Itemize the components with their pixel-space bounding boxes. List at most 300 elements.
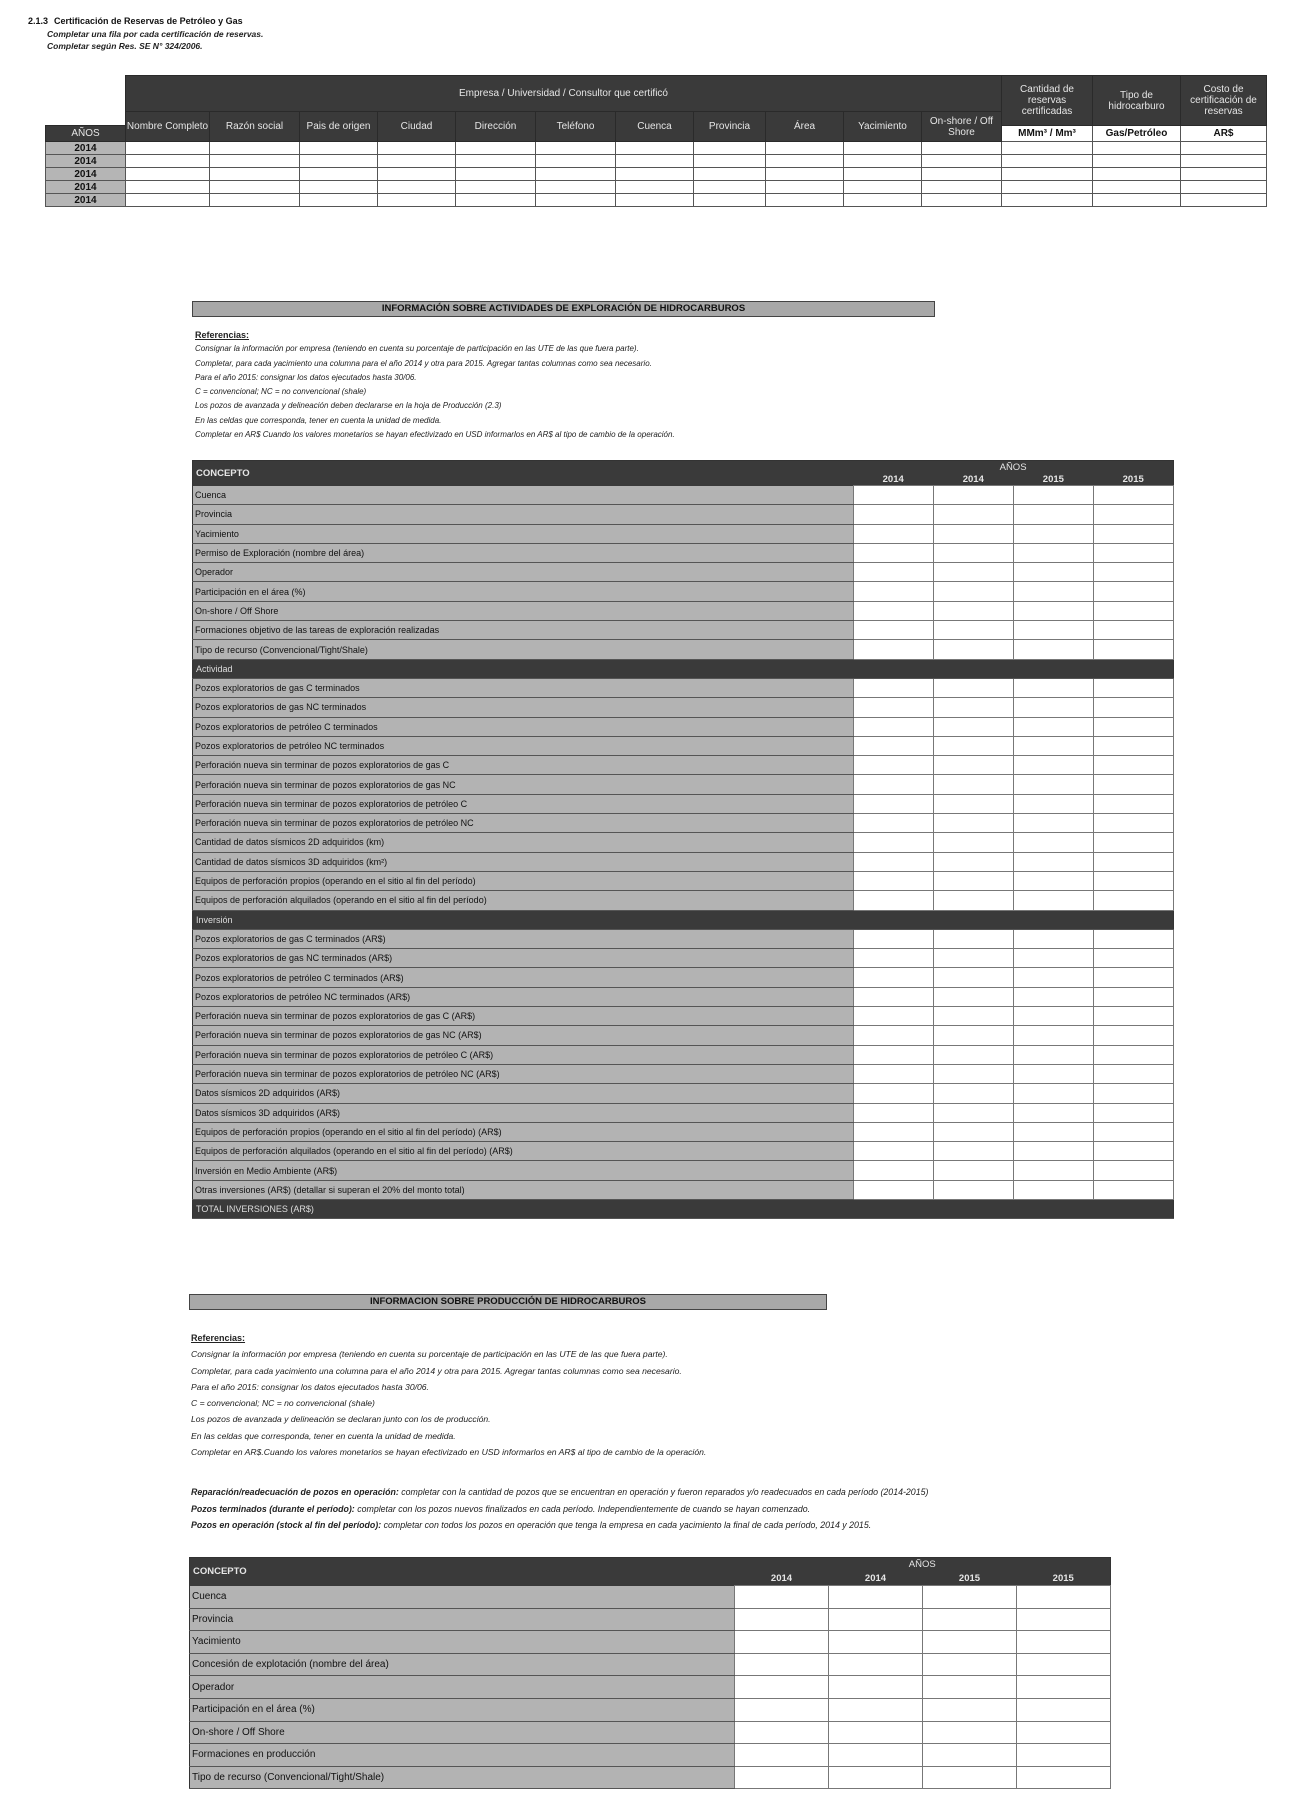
- input-cell[interactable]: [536, 168, 616, 181]
- input-cell[interactable]: [853, 543, 933, 562]
- input-cell[interactable]: [1013, 1161, 1093, 1180]
- input-cell[interactable]: [1013, 486, 1093, 505]
- input-cell[interactable]: [1093, 678, 1173, 697]
- input-cell[interactable]: [1013, 601, 1093, 620]
- input-cell[interactable]: [853, 871, 933, 890]
- input-cell[interactable]: [1013, 524, 1093, 543]
- references-title: Referencias:: [191, 1333, 246, 1343]
- input-cell[interactable]: [853, 582, 933, 601]
- concept-label: Cantidad de datos sísmicos 2D adquiridos (km): [193, 833, 854, 852]
- input-cell[interactable]: [456, 194, 536, 207]
- input-cell[interactable]: [1013, 717, 1093, 736]
- input-cell[interactable]: [829, 1608, 923, 1631]
- input-cell[interactable]: [378, 181, 456, 194]
- input-cell[interactable]: [1093, 871, 1173, 890]
- input-cell[interactable]: [933, 929, 1013, 948]
- input-cell[interactable]: [1013, 852, 1093, 871]
- input-cell[interactable]: [1093, 168, 1181, 181]
- input-cell[interactable]: [1093, 601, 1173, 620]
- input-cell[interactable]: [378, 155, 456, 168]
- input-cell[interactable]: [933, 833, 1013, 852]
- input-cell[interactable]: [853, 1180, 933, 1199]
- input-cell[interactable]: [933, 524, 1013, 543]
- input-cell[interactable]: [853, 1026, 933, 1045]
- input-cell[interactable]: [694, 142, 766, 155]
- input-cell[interactable]: [1013, 756, 1093, 775]
- section-row: [193, 1199, 1174, 1218]
- input-cell[interactable]: [1013, 775, 1093, 794]
- input-cell[interactable]: [1093, 1007, 1173, 1026]
- input-cell[interactable]: [853, 1161, 933, 1180]
- input-cell[interactable]: [1093, 698, 1173, 717]
- input-cell[interactable]: [853, 524, 933, 543]
- input-cell[interactable]: [1013, 987, 1093, 1006]
- input-cell[interactable]: [1093, 756, 1173, 775]
- input-cell[interactable]: [829, 1653, 923, 1676]
- input-cell[interactable]: [829, 1631, 923, 1654]
- year-header: 2014: [829, 1572, 923, 1586]
- concept-label: Permiso de Exploración (nombre del área): [193, 543, 854, 562]
- input-cell[interactable]: [1093, 640, 1173, 659]
- input-cell[interactable]: [616, 194, 694, 207]
- year-header: 2015: [1017, 1572, 1111, 1586]
- input-cell[interactable]: [933, 505, 1013, 524]
- input-cell[interactable]: [829, 1721, 923, 1744]
- input-cell[interactable]: [210, 194, 300, 207]
- concept-label: Perforación nueva sin terminar de pozos exploratorios de petróleo C (AR$): [193, 1045, 854, 1064]
- input-cell[interactable]: [1013, 794, 1093, 813]
- input-cell[interactable]: [766, 194, 844, 207]
- input-cell[interactable]: [210, 181, 300, 194]
- input-cell[interactable]: [933, 717, 1013, 736]
- input-cell[interactable]: [766, 142, 844, 155]
- input-cell[interactable]: [1093, 1064, 1173, 1083]
- input-cell[interactable]: [735, 1586, 829, 1609]
- input-cell[interactable]: [933, 698, 1013, 717]
- input-cell[interactable]: [853, 1142, 933, 1161]
- input-cell[interactable]: [1093, 524, 1173, 543]
- input-cell[interactable]: [853, 756, 933, 775]
- input-cell[interactable]: [933, 736, 1013, 755]
- input-cell[interactable]: [922, 155, 1002, 168]
- input-cell[interactable]: [853, 505, 933, 524]
- input-cell[interactable]: [694, 155, 766, 168]
- input-cell[interactable]: [1013, 621, 1093, 640]
- input-cell[interactable]: [210, 155, 300, 168]
- input-cell[interactable]: [1017, 1586, 1111, 1609]
- input-cell[interactable]: [853, 775, 933, 794]
- input-cell[interactable]: [1013, 1026, 1093, 1045]
- input-cell[interactable]: [735, 1676, 829, 1699]
- input-cell[interactable]: [300, 155, 378, 168]
- input-cell[interactable]: [300, 142, 378, 155]
- input-cell[interactable]: [1013, 543, 1093, 562]
- input-cell[interactable]: [694, 168, 766, 181]
- input-cell[interactable]: [829, 1586, 923, 1609]
- table-row: [46, 142, 1267, 155]
- input-cell[interactable]: [923, 1653, 1017, 1676]
- input-cell[interactable]: [1013, 678, 1093, 697]
- column-header: On-shore / Off Shore: [922, 112, 1002, 142]
- year-header: 2015: [1093, 474, 1173, 486]
- input-cell[interactable]: [853, 987, 933, 1006]
- input-cell[interactable]: [1013, 949, 1093, 968]
- input-cell[interactable]: [1013, 833, 1093, 852]
- input-cell[interactable]: [766, 155, 844, 168]
- reference-line: Completar, para cada yacimiento una columna para el año 2014 y otra para 2015. Agregar tantas columnas como sea necesario.: [191, 1365, 682, 1376]
- input-cell[interactable]: [1093, 775, 1173, 794]
- input-cell[interactable]: [923, 1744, 1017, 1767]
- input-cell[interactable]: [853, 1122, 933, 1141]
- section-fill: [933, 910, 1013, 929]
- input-cell[interactable]: [933, 582, 1013, 601]
- input-cell[interactable]: [1017, 1676, 1111, 1699]
- input-cell[interactable]: [1013, 891, 1093, 910]
- input-cell[interactable]: [1093, 1084, 1173, 1103]
- input-cell[interactable]: [853, 1045, 933, 1064]
- input-cell[interactable]: [1093, 1122, 1173, 1141]
- input-cell[interactable]: [1181, 168, 1267, 181]
- input-cell[interactable]: [1017, 1631, 1111, 1654]
- input-cell[interactable]: [1017, 1653, 1111, 1676]
- input-cell[interactable]: [210, 142, 300, 155]
- input-cell[interactable]: [844, 194, 922, 207]
- input-cell[interactable]: [829, 1744, 923, 1767]
- input-cell[interactable]: [1013, 582, 1093, 601]
- input-cell[interactable]: [1002, 181, 1093, 194]
- input-cell[interactable]: [1093, 505, 1173, 524]
- input-cell[interactable]: [1002, 168, 1093, 181]
- concept-label: Cantidad de datos sísmicos 3D adquiridos (km²): [193, 852, 854, 871]
- input-cell[interactable]: [829, 1766, 923, 1789]
- input-cell[interactable]: [844, 181, 922, 194]
- input-cell[interactable]: [210, 168, 300, 181]
- concept-label: Pozos exploratorios de petróleo NC terminados (AR$): [193, 987, 854, 1006]
- input-cell[interactable]: [1093, 814, 1173, 833]
- input-cell[interactable]: [1013, 1084, 1093, 1103]
- table-row: [193, 524, 1174, 543]
- section-label: Actividad: [193, 659, 854, 678]
- input-cell[interactable]: [922, 142, 1002, 155]
- input-cell[interactable]: [694, 181, 766, 194]
- concept-label: Pozos exploratorios de gas NC terminados: [193, 698, 854, 717]
- input-cell[interactable]: [126, 168, 210, 181]
- column-header: Razón social: [210, 112, 300, 142]
- input-cell[interactable]: [378, 168, 456, 181]
- concept-label: Perforación nueva sin terminar de pozos exploratorios de gas NC (AR$): [193, 1026, 854, 1045]
- input-cell[interactable]: [853, 601, 933, 620]
- table-row: [190, 1676, 1111, 1699]
- input-cell[interactable]: [378, 194, 456, 207]
- input-cell[interactable]: [853, 736, 933, 755]
- table-row: [193, 852, 1174, 871]
- input-cell[interactable]: [1013, 1007, 1093, 1026]
- input-cell[interactable]: [923, 1586, 1017, 1609]
- input-cell[interactable]: [933, 1026, 1013, 1045]
- input-cell[interactable]: [1181, 181, 1267, 194]
- input-cell[interactable]: [126, 155, 210, 168]
- input-cell[interactable]: [616, 155, 694, 168]
- input-cell[interactable]: [766, 168, 844, 181]
- input-cell[interactable]: [853, 814, 933, 833]
- input-cell[interactable]: [1093, 194, 1181, 207]
- input-cell[interactable]: [1013, 1180, 1093, 1199]
- table-row: [193, 1180, 1174, 1199]
- concept-label: Pozos exploratorios de gas C terminados (AR$): [193, 929, 854, 948]
- input-cell[interactable]: [1013, 814, 1093, 833]
- input-cell[interactable]: [1013, 1045, 1093, 1064]
- definition-text: completar con la cantidad de pozos que se encuentran en operación y fueron reparados y/o readecuados en cada período (2014-2015): [401, 1487, 929, 1497]
- input-cell[interactable]: [694, 194, 766, 207]
- input-cell[interactable]: [853, 833, 933, 852]
- input-cell[interactable]: [1181, 142, 1267, 155]
- table-row: [193, 678, 1174, 697]
- concept-label: Perforación nueva sin terminar de pozos exploratorios de petróleo C: [193, 794, 854, 813]
- input-cell[interactable]: [1013, 563, 1093, 582]
- input-cell[interactable]: [933, 1142, 1013, 1161]
- input-cell[interactable]: [735, 1631, 829, 1654]
- input-cell[interactable]: [933, 891, 1013, 910]
- concept-label: Perforación nueva sin terminar de pozos exploratorios de gas NC: [193, 775, 854, 794]
- table-row: [193, 717, 1174, 736]
- input-cell[interactable]: [1002, 155, 1093, 168]
- concept-label: Perforación nueva sin terminar de pozos exploratorios de gas C (AR$): [193, 1007, 854, 1026]
- input-cell[interactable]: [536, 155, 616, 168]
- input-cell[interactable]: [1093, 1180, 1173, 1199]
- input-cell[interactable]: [933, 1084, 1013, 1103]
- input-cell[interactable]: [923, 1608, 1017, 1631]
- input-cell[interactable]: [1093, 486, 1173, 505]
- input-cell[interactable]: [1093, 1026, 1173, 1045]
- input-cell[interactable]: [1093, 621, 1173, 640]
- input-cell[interactable]: [933, 1007, 1013, 1026]
- input-cell[interactable]: [853, 852, 933, 871]
- input-cell[interactable]: [1093, 833, 1173, 852]
- input-cell[interactable]: [1013, 736, 1093, 755]
- input-cell[interactable]: [829, 1676, 923, 1699]
- input-cell[interactable]: [1093, 1142, 1173, 1161]
- input-cell[interactable]: [933, 486, 1013, 505]
- input-cell[interactable]: [1017, 1698, 1111, 1721]
- input-cell[interactable]: [923, 1698, 1017, 1721]
- input-cell[interactable]: [1093, 968, 1173, 987]
- input-cell[interactable]: [1093, 155, 1181, 168]
- input-cell[interactable]: [922, 181, 1002, 194]
- input-cell[interactable]: [853, 1007, 933, 1026]
- definition-line: [191, 1501, 928, 1518]
- section-fill: [1093, 659, 1173, 678]
- input-cell[interactable]: [735, 1766, 829, 1789]
- input-cell[interactable]: [735, 1698, 829, 1721]
- table-row: [193, 563, 1174, 582]
- input-cell[interactable]: [1093, 142, 1181, 155]
- input-cell[interactable]: [1093, 852, 1173, 871]
- input-cell[interactable]: [933, 794, 1013, 813]
- input-cell[interactable]: [933, 968, 1013, 987]
- input-cell[interactable]: [853, 640, 933, 659]
- reference-line: C = convencional; NC = no convencional (shale): [195, 387, 367, 397]
- table-row: [193, 794, 1174, 813]
- input-cell[interactable]: [853, 949, 933, 968]
- input-cell[interactable]: [1093, 1161, 1173, 1180]
- input-cell[interactable]: [536, 142, 616, 155]
- input-cell[interactable]: [616, 181, 694, 194]
- concept-label: Inversión en Medio Ambiente (AR$): [193, 1161, 854, 1180]
- input-cell[interactable]: [1013, 968, 1093, 987]
- input-cell[interactable]: [844, 155, 922, 168]
- input-cell[interactable]: [766, 181, 844, 194]
- input-cell[interactable]: [1013, 1122, 1093, 1141]
- input-cell[interactable]: [923, 1721, 1017, 1744]
- input-cell[interactable]: [1093, 736, 1173, 755]
- input-cell[interactable]: [1013, 1142, 1093, 1161]
- input-cell[interactable]: [933, 621, 1013, 640]
- input-cell[interactable]: [933, 678, 1013, 697]
- table-row: [193, 582, 1174, 601]
- table-row: [193, 486, 1174, 505]
- input-cell[interactable]: [933, 852, 1013, 871]
- input-cell[interactable]: [1181, 194, 1267, 207]
- section-title: [28, 16, 243, 26]
- input-cell[interactable]: [829, 1698, 923, 1721]
- input-cell[interactable]: [923, 1631, 1017, 1654]
- input-cell[interactable]: [1013, 1103, 1093, 1122]
- input-cell[interactable]: [735, 1721, 829, 1744]
- input-cell[interactable]: [923, 1766, 1017, 1789]
- input-cell[interactable]: [1013, 929, 1093, 948]
- column-header: Yacimiento: [844, 112, 922, 142]
- input-cell[interactable]: [300, 194, 378, 207]
- input-cell[interactable]: [1093, 891, 1173, 910]
- input-cell[interactable]: [300, 168, 378, 181]
- concept-label: Pozos exploratorios de petróleo C terminados: [193, 717, 854, 736]
- input-cell[interactable]: [1093, 563, 1173, 582]
- input-cell[interactable]: [1013, 1064, 1093, 1083]
- input-cell[interactable]: [853, 794, 933, 813]
- concept-label: Yacimiento: [190, 1631, 735, 1654]
- input-cell[interactable]: [853, 563, 933, 582]
- input-cell[interactable]: [1002, 194, 1093, 207]
- input-cell[interactable]: [616, 168, 694, 181]
- input-cell[interactable]: [378, 142, 456, 155]
- input-cell[interactable]: [933, 1103, 1013, 1122]
- input-cell[interactable]: [1093, 929, 1173, 948]
- table-row: [46, 181, 1267, 194]
- concept-label: On-shore / Off Shore: [190, 1721, 735, 1744]
- input-cell[interactable]: [1013, 505, 1093, 524]
- input-cell[interactable]: [853, 678, 933, 697]
- input-cell[interactable]: [933, 949, 1013, 968]
- input-cell[interactable]: [933, 756, 1013, 775]
- input-cell[interactable]: [126, 194, 210, 207]
- input-cell[interactable]: [853, 968, 933, 987]
- table-row: [193, 756, 1174, 775]
- input-cell[interactable]: [536, 194, 616, 207]
- input-cell[interactable]: [853, 891, 933, 910]
- input-cell[interactable]: [456, 155, 536, 168]
- input-cell[interactable]: [853, 717, 933, 736]
- input-cell[interactable]: [853, 929, 933, 948]
- table-row: [190, 1721, 1111, 1744]
- input-cell[interactable]: [1017, 1721, 1111, 1744]
- input-cell[interactable]: [933, 775, 1013, 794]
- input-cell[interactable]: [735, 1744, 829, 1767]
- input-cell[interactable]: [735, 1608, 829, 1631]
- input-cell[interactable]: [844, 168, 922, 181]
- input-cell[interactable]: [1017, 1608, 1111, 1631]
- input-cell[interactable]: [933, 543, 1013, 562]
- input-cell[interactable]: [456, 168, 536, 181]
- input-cell[interactable]: [933, 1180, 1013, 1199]
- input-cell[interactable]: [853, 1064, 933, 1083]
- input-cell[interactable]: [1181, 155, 1267, 168]
- production-references: [191, 1330, 706, 1460]
- year-cell: 2014: [46, 181, 126, 194]
- input-cell[interactable]: [922, 168, 1002, 181]
- table-row: [193, 505, 1174, 524]
- table-row: [193, 968, 1174, 987]
- concept-label: Datos sísmicos 2D adquiridos (AR$): [193, 1084, 854, 1103]
- input-cell[interactable]: [1002, 142, 1093, 155]
- input-cell[interactable]: [1013, 871, 1093, 890]
- input-cell[interactable]: [536, 181, 616, 194]
- input-cell[interactable]: [300, 181, 378, 194]
- year-cell: 2014: [46, 155, 126, 168]
- table-row: [193, 736, 1174, 755]
- input-cell[interactable]: [853, 698, 933, 717]
- input-cell[interactable]: [933, 1045, 1013, 1064]
- input-cell[interactable]: [933, 1161, 1013, 1180]
- input-cell[interactable]: [933, 563, 1013, 582]
- input-cell[interactable]: [1093, 949, 1173, 968]
- input-cell[interactable]: [923, 1676, 1017, 1699]
- input-cell[interactable]: [853, 1084, 933, 1103]
- input-cell[interactable]: [933, 601, 1013, 620]
- input-cell[interactable]: [1093, 1045, 1173, 1064]
- input-cell[interactable]: [456, 142, 536, 155]
- input-cell[interactable]: [735, 1653, 829, 1676]
- input-cell[interactable]: [1093, 582, 1173, 601]
- input-cell[interactable]: [853, 1103, 933, 1122]
- input-cell[interactable]: [853, 621, 933, 640]
- input-cell[interactable]: [1093, 794, 1173, 813]
- input-cell[interactable]: [1017, 1766, 1111, 1789]
- input-cell[interactable]: [933, 814, 1013, 833]
- input-cell[interactable]: [933, 1122, 1013, 1141]
- input-cell[interactable]: [844, 142, 922, 155]
- input-cell[interactable]: [1013, 698, 1093, 717]
- input-cell[interactable]: [922, 194, 1002, 207]
- input-cell[interactable]: [126, 181, 210, 194]
- input-cell[interactable]: [1093, 717, 1173, 736]
- input-cell[interactable]: [933, 1064, 1013, 1083]
- input-cell[interactable]: [126, 142, 210, 155]
- input-cell[interactable]: [1017, 1744, 1111, 1767]
- input-cell[interactable]: [616, 142, 694, 155]
- input-cell[interactable]: [1013, 640, 1093, 659]
- input-cell[interactable]: [1093, 543, 1173, 562]
- exploration-banner: INFORMACIÓN SOBRE ACTIVIDADES DE EXPLORACIÓN DE HIDROCARBUROS: [192, 301, 935, 317]
- input-cell[interactable]: [1093, 181, 1181, 194]
- input-cell[interactable]: [1093, 1103, 1173, 1122]
- input-cell[interactable]: [933, 640, 1013, 659]
- input-cell[interactable]: [853, 486, 933, 505]
- input-cell[interactable]: [933, 871, 1013, 890]
- input-cell[interactable]: [456, 181, 536, 194]
- input-cell[interactable]: [1093, 987, 1173, 1006]
- input-cell[interactable]: [933, 987, 1013, 1006]
- table-row: [190, 1631, 1111, 1654]
